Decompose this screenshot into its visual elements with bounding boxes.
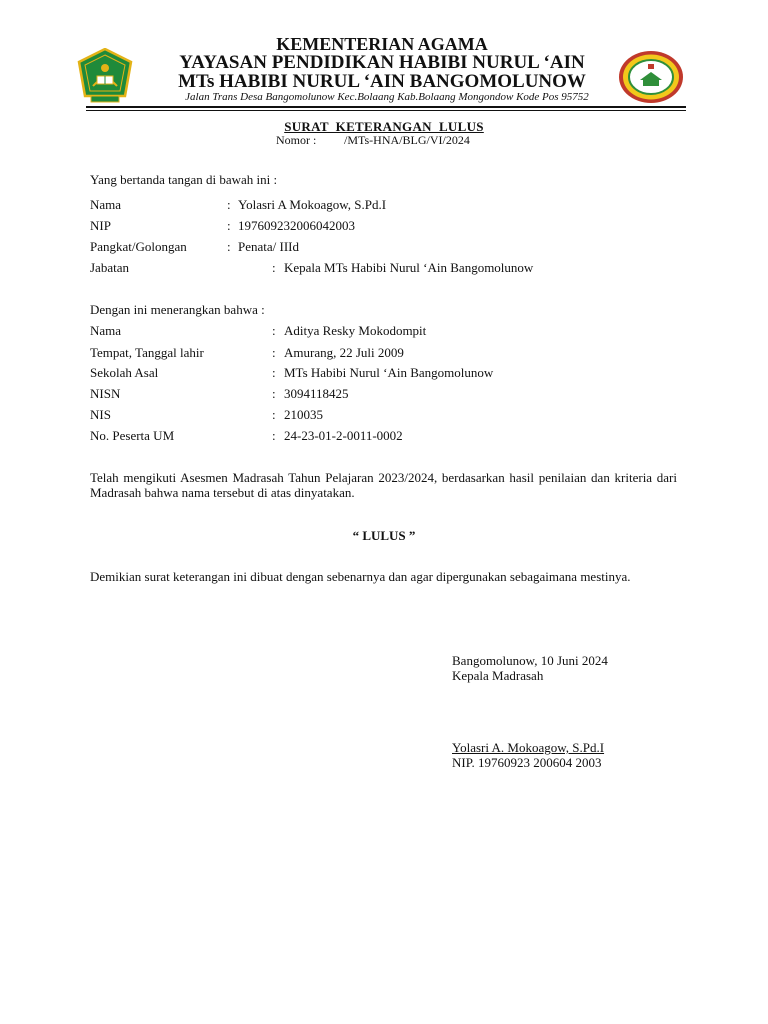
letter-number-value: /MTs-HNA/BLG/VI/2024 bbox=[344, 133, 470, 147]
letter-number-label: Nomor : bbox=[276, 133, 317, 147]
student-nis-label: NIS bbox=[90, 407, 111, 422]
signer-nip-label: NIP bbox=[90, 218, 111, 233]
student-exam-number-value: 24-23-01-2-0011-0002 bbox=[284, 428, 403, 443]
student-school-colon: : bbox=[272, 365, 276, 380]
signer-name-colon: : bbox=[227, 197, 231, 212]
signature-nip: NIP. 19760923 200604 2003 bbox=[452, 755, 602, 770]
student-birth-value: Amurang, 22 Juli 2009 bbox=[284, 345, 404, 360]
statement-paragraph: Telah mengikuti Asesmen Madrasah Tahun Pelajaran 2023/2024, berdasarkan hasil penilaian dan kriteria dari Madrasah bahwa nama tersebut di atas dinyatakan. bbox=[90, 470, 677, 500]
signer-rank-colon: : bbox=[227, 239, 231, 254]
result-text: “ LULUS ” bbox=[352, 528, 416, 543]
letter-title: SURAT KETERANGAN LULUS bbox=[284, 119, 484, 134]
student-nisn-colon: : bbox=[272, 386, 276, 401]
signer-name-value: Yolasri A Mokoagow, S.Pd.I bbox=[238, 197, 387, 212]
intro-signer: Yang bertanda tangan di bawah ini : bbox=[90, 172, 278, 187]
signer-position-value: Kepala MTs Habibi Nurul ‘Ain Bangomolunow bbox=[284, 260, 534, 275]
header-divider bbox=[86, 106, 686, 108]
student-school-label: Sekolah Asal bbox=[90, 365, 159, 380]
signature-place-date: Bangomolunow, 10 Juni 2024 bbox=[452, 653, 608, 668]
signer-nip-colon: : bbox=[227, 218, 231, 233]
student-nis-colon: : bbox=[272, 407, 276, 422]
signer-nip-value: 197609232006042003 bbox=[238, 218, 355, 233]
student-name-value: Aditya Resky Mokodompit bbox=[284, 323, 427, 338]
student-nisn-value: 3094118425 bbox=[284, 386, 349, 401]
signer-position-colon: : bbox=[272, 260, 276, 275]
closing-paragraph: Demikian surat keterangan ini dibuat dengan sebenarnya dan agar dipergunakan sebagaimana mestinya. bbox=[90, 569, 631, 584]
header-school: MTs HABIBI NURUL ‘AIN BANGOMOLUNOW bbox=[178, 71, 586, 92]
student-exam-number-label: No. Peserta UM bbox=[90, 428, 175, 443]
header-ministry: KEMENTERIAN AGAMA bbox=[276, 34, 488, 54]
signer-name-label: Nama bbox=[90, 197, 122, 212]
signature-position: Kepala Madrasah bbox=[452, 668, 544, 683]
signer-rank-label: Pangkat/Golongan bbox=[90, 239, 187, 254]
student-school-value: MTs Habibi Nurul ‘Ain Bangomolunow bbox=[284, 365, 494, 380]
student-exam-number-colon: : bbox=[272, 428, 276, 443]
signer-position-label: Jabatan bbox=[90, 260, 129, 275]
header-divider-thin bbox=[86, 110, 686, 111]
header-address: Jalan Trans Desa Bangomolunow Kec.Bolaang Kab.Bolaang Mongondow Kode Pos 95752 bbox=[185, 91, 589, 103]
student-nis-value: 210035 bbox=[284, 407, 323, 422]
signature-name: Yolasri A. Mokoagow, S.Pd.I bbox=[452, 740, 605, 755]
intro-student: Dengan ini menerangkan bahwa : bbox=[90, 302, 265, 317]
student-name-colon: : bbox=[272, 323, 276, 338]
student-nisn-label: NISN bbox=[90, 386, 121, 401]
student-birth-colon: : bbox=[272, 345, 276, 360]
header-foundation: YAYASAN PENDIDIKAN HABIBI NURUL ‘AIN bbox=[179, 52, 585, 73]
student-name-label: Nama bbox=[90, 323, 122, 338]
student-birth-label: Tempat, Tanggal lahir bbox=[90, 345, 204, 360]
signer-rank-value: Penata/ IIId bbox=[238, 239, 300, 254]
